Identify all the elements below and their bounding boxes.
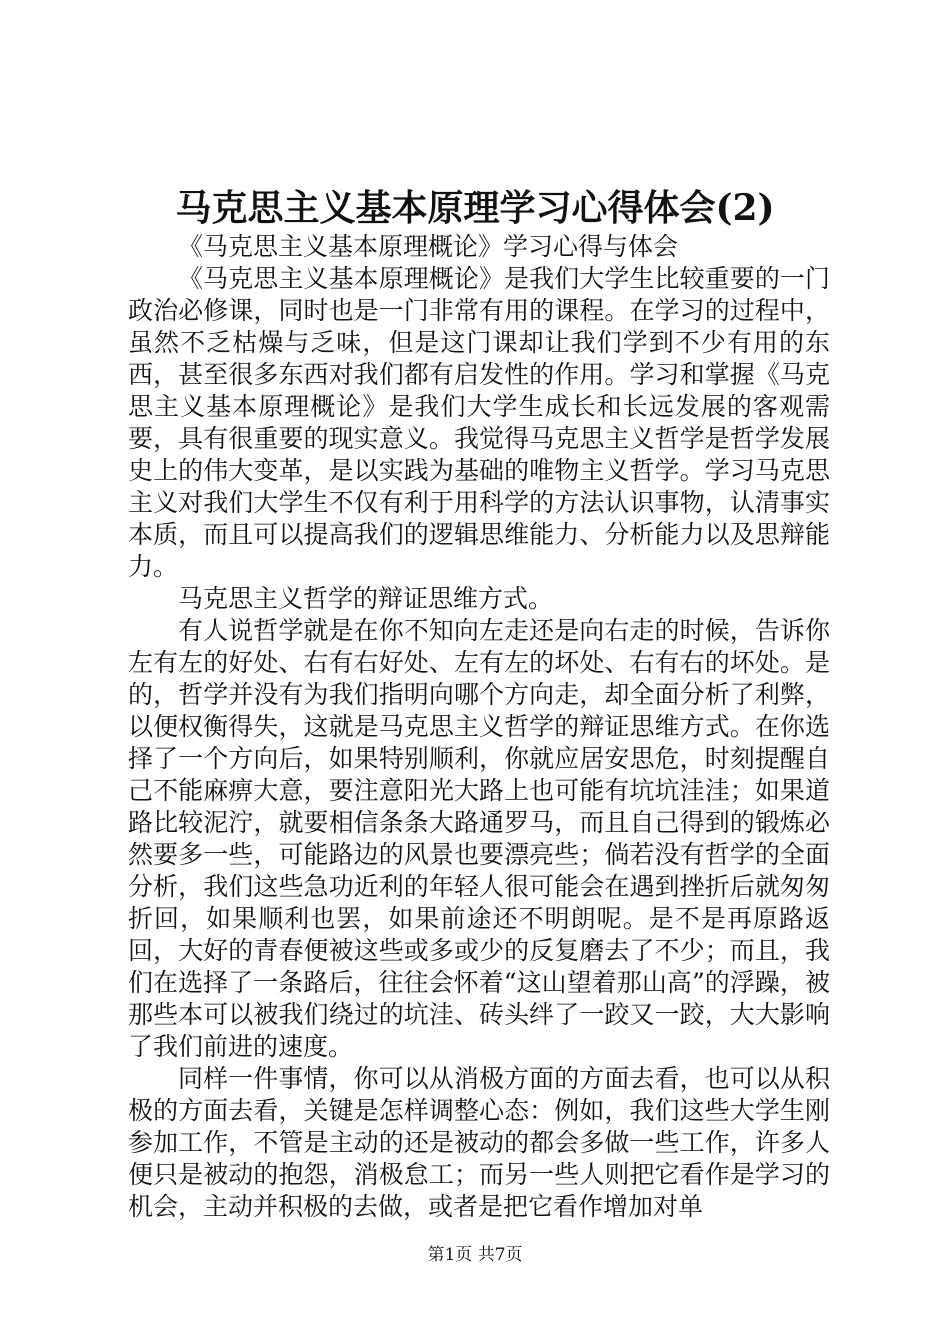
paragraph-subtitle: 《马克思主义基本原理概论》学习心得与体会 — [178, 232, 679, 261]
page-number-footer: 第1页 共7页 — [427, 1245, 523, 1265]
paragraph-dialectics: 有人说哲学就是在你不知向左走还是向右走的时候，告诉你左有左的好处、右有右好处、左有左的坏处、右有右的坏处。是的，哲学并没有为我们指明向哪个方向走，却全面分析了利弊，以便权衡得失，这就是马克思主义哲学的辩证思维方式。在你选择了一个方向后，如果特别顺利，你就应居安思危，时刻提醒自己不能麻痹大意，要注意阳光大路上也可能有坑坑洼洼；如果道路比较泥泞，就要相信条条大路通罗马，而且自己得到的锻炼必然要多一些，可能路边的风景也要漂亮些；倘若没有哲学的全面分析，我们这些急功近利的年轻人很可能会在遇到挫折后就匆匆折回，如果顺利也罢，如果前途还不明朗呢。是不是再原路返回，大好的青春便被这些或多或少的反复磨去了不少；而且，我们在选择了一条路后，往往会怀着“这山望着那山高”的浮躁，被那些本可以被我们绕过的坑洼、砖头绊了一跤又一跤，大大影响了我们前进的速度。 — [128, 616, 830, 1061]
paragraph-heading: 马克思主义哲学的辩证思维方式。 — [178, 584, 554, 613]
document-title: 马克思主义基本原理学习心得体会(2) — [175, 187, 775, 229]
paragraph-attitude: 同样一件事情，你可以从消极方面的方面去看，也可以从积极的方面去看，关键是怎样调整心态：例如，我们这些大学生刚参加工作，不管是主动的还是被动的都会多做一些工作，许多人便只是被动的抱怨，消极怠工；而另一些人则把它看作是学习的机会，主动并积极的去做，或者是把它看作增加对单 — [128, 1064, 830, 1221]
document-body — [128, 231, 830, 1223]
paragraph-intro: 《马克思主义基本原理概论》是我们大学生比较重要的一门政治必修课，同时也是一门非常有用的课程。在学习的过程中，虽然不乏枯燥与乏味，但是这门课却让我们学到不少有用的东西，甚至很多东西对我们都有启发性的作用。学习和掌握《马克思主义基本原理概论》是我们大学生成长和长远发展的客观需要，具有很重要的现实意义。我觉得马克思主义哲学是哲学发展史上的伟大变革，是以实践为基础的唯物主义哲学。学习马克思主义对我们大学生不仅有利于用科学的方法认识事物，认清事实本质，而且可以提高我们的逻辑思维能力、分析能力以及思辩能力。 — [128, 264, 830, 581]
